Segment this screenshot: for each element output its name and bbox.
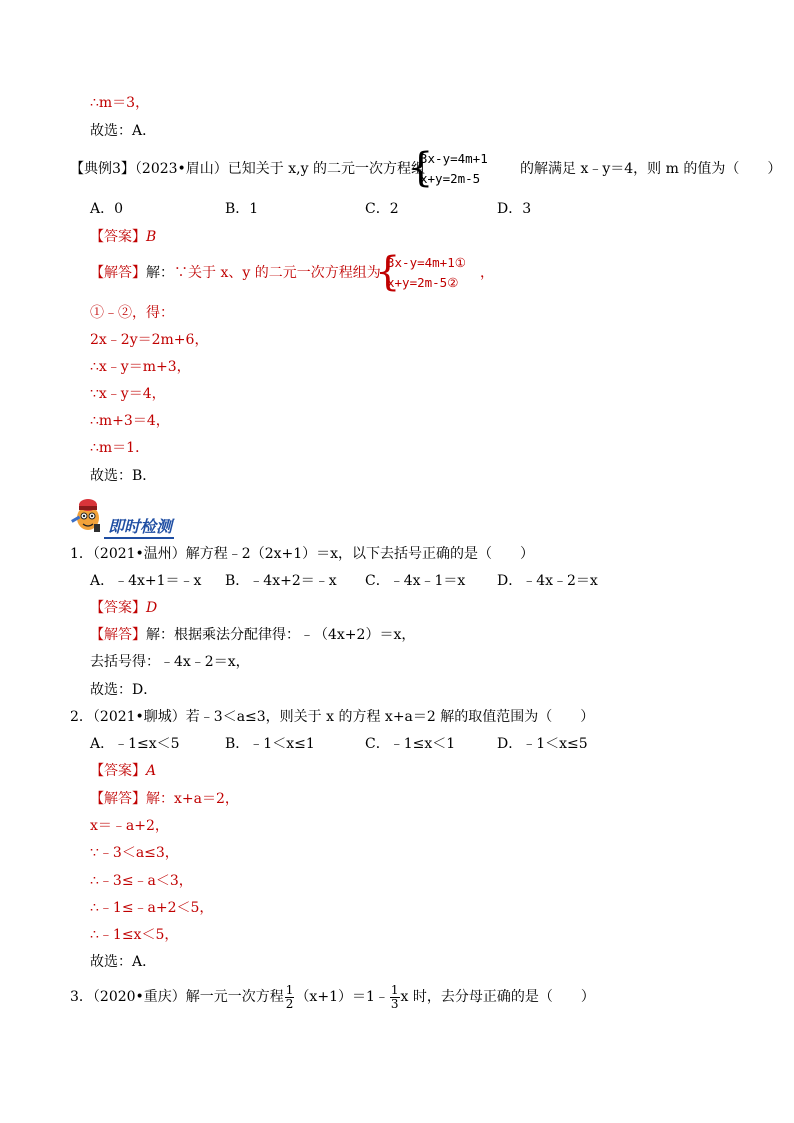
answer-line [90,762,156,780]
option-a: A．0 [90,201,124,217]
solution-text: ∵关于 x、y 的二元一次方程组为 [174,265,381,281]
option-d: D．3 [497,201,532,217]
step-line: ∵﹣3＜a≤3， [90,845,179,861]
solution-label: 【解答】 [90,265,146,281]
option-b: B．1 [225,201,259,217]
mascot-icon [66,494,106,534]
brace-symbol: { [408,145,434,191]
solution-prefix: 解： [146,265,174,281]
choice-line: 故选：D． [90,682,158,698]
choice-line: 故选：B． [90,468,157,484]
fraction-third [390,984,400,1011]
step-line: ∵x﹣y＝4， [90,386,166,402]
example3-suffix: 的解满足 x﹣y＝4，则 m 的值为（ ） [520,161,782,177]
solution-line [90,790,239,808]
stem-part: x 时，去分母正确的是（ ） [400,989,595,1005]
fraction-numerator: 1 [285,982,294,997]
fraction-denominator: 3 [390,996,399,1011]
step-line: ∴m＝1． [90,440,150,456]
solution-label: 【解答】 [90,627,146,643]
question-3-stem [70,982,595,1012]
fraction-numerator: 1 [390,982,399,997]
system-suffix: ， [480,265,494,281]
option-c: C．﹣4x﹣1＝x [365,573,466,589]
step-line: ∴﹣1≤x＜5， [90,927,179,943]
choice-line: 故选：A． [90,954,157,970]
choice-line: 故选：A． [90,123,157,139]
step-line: ∴﹣3≤﹣a＜3， [90,873,193,889]
option-c: C．2 [365,201,399,217]
example3-prefix: 【典例3】（2023•眉山）已知关于 x,y 的二元一次方程组 [70,161,425,177]
option-c: C．﹣1≤x＜1 [365,736,456,752]
question-1-stem: 1．（2021•温州）解方程﹣2（2x+1）＝x，以下去括号正确的是（ ） [70,546,535,562]
option-d: D．﹣4x﹣2＝x [497,573,598,589]
step-line: ∴m+3＝4， [90,413,170,429]
option-d: D．﹣1＜x≤5 [497,736,588,752]
step-line: ∴﹣1≤﹣a+2＜5， [90,900,214,916]
equation-system-numbered [387,253,466,293]
answer-label: 【答案】 [90,763,146,779]
step-line: ∴x﹣y＝m+3， [90,359,191,375]
stem-part: （x+1）＝1﹣ [295,989,389,1005]
equation-system [420,149,488,189]
option-a: A．﹣1≤x＜5 [90,736,180,752]
equation-2: x+y=2m-5② [387,275,459,290]
answer-label: 【答案】 [90,600,146,616]
equation-1: 3x-y=4m+1 [420,151,488,166]
step-line: 去括号得：﹣4x﹣2＝x， [90,654,250,670]
solution-line: ∴m＝3， [90,95,150,111]
fraction-half [285,984,295,1011]
equation-1: 3x-y=4m+1① [387,255,466,270]
equation-2: x+y=2m-5 [420,171,481,186]
option-a: A．﹣4x+1＝﹣x [90,573,202,589]
answer-label: 【答案】 [90,229,146,245]
option-b: B．﹣4x+2＝﹣x [225,573,337,589]
solution-text: 解：根据乘法分配律得：﹣（4x+2）＝x， [146,627,416,643]
section-title: 即时检测 [104,514,174,539]
step-line: 2x﹣2y＝2m+6， [90,332,209,348]
brace-symbol: { [375,249,401,295]
answer-value: D [146,600,158,616]
fraction-denominator: 2 [285,996,294,1011]
solution-text: 解：x+a＝2， [146,791,239,807]
stem-part: 3．（2020•重庆）解一元一次方程 [70,989,284,1005]
solution-label: 【解答】 [90,791,146,807]
solution-intro [90,264,381,282]
answer-line [90,228,156,246]
answer-line [90,599,157,617]
step-line: x＝﹣a+2， [90,818,169,834]
solution-line [90,626,415,644]
step-line: ①﹣②，得： [90,305,174,321]
question-2-stem: 2．（2021•聊城）若﹣3＜a≤3，则关于 x 的方程 x+a＝2 解的取值范围为（ ） [70,709,595,725]
option-b: B．﹣1＜x≤1 [225,736,315,752]
answer-value: A [146,763,157,779]
answer-value: B [146,229,157,245]
